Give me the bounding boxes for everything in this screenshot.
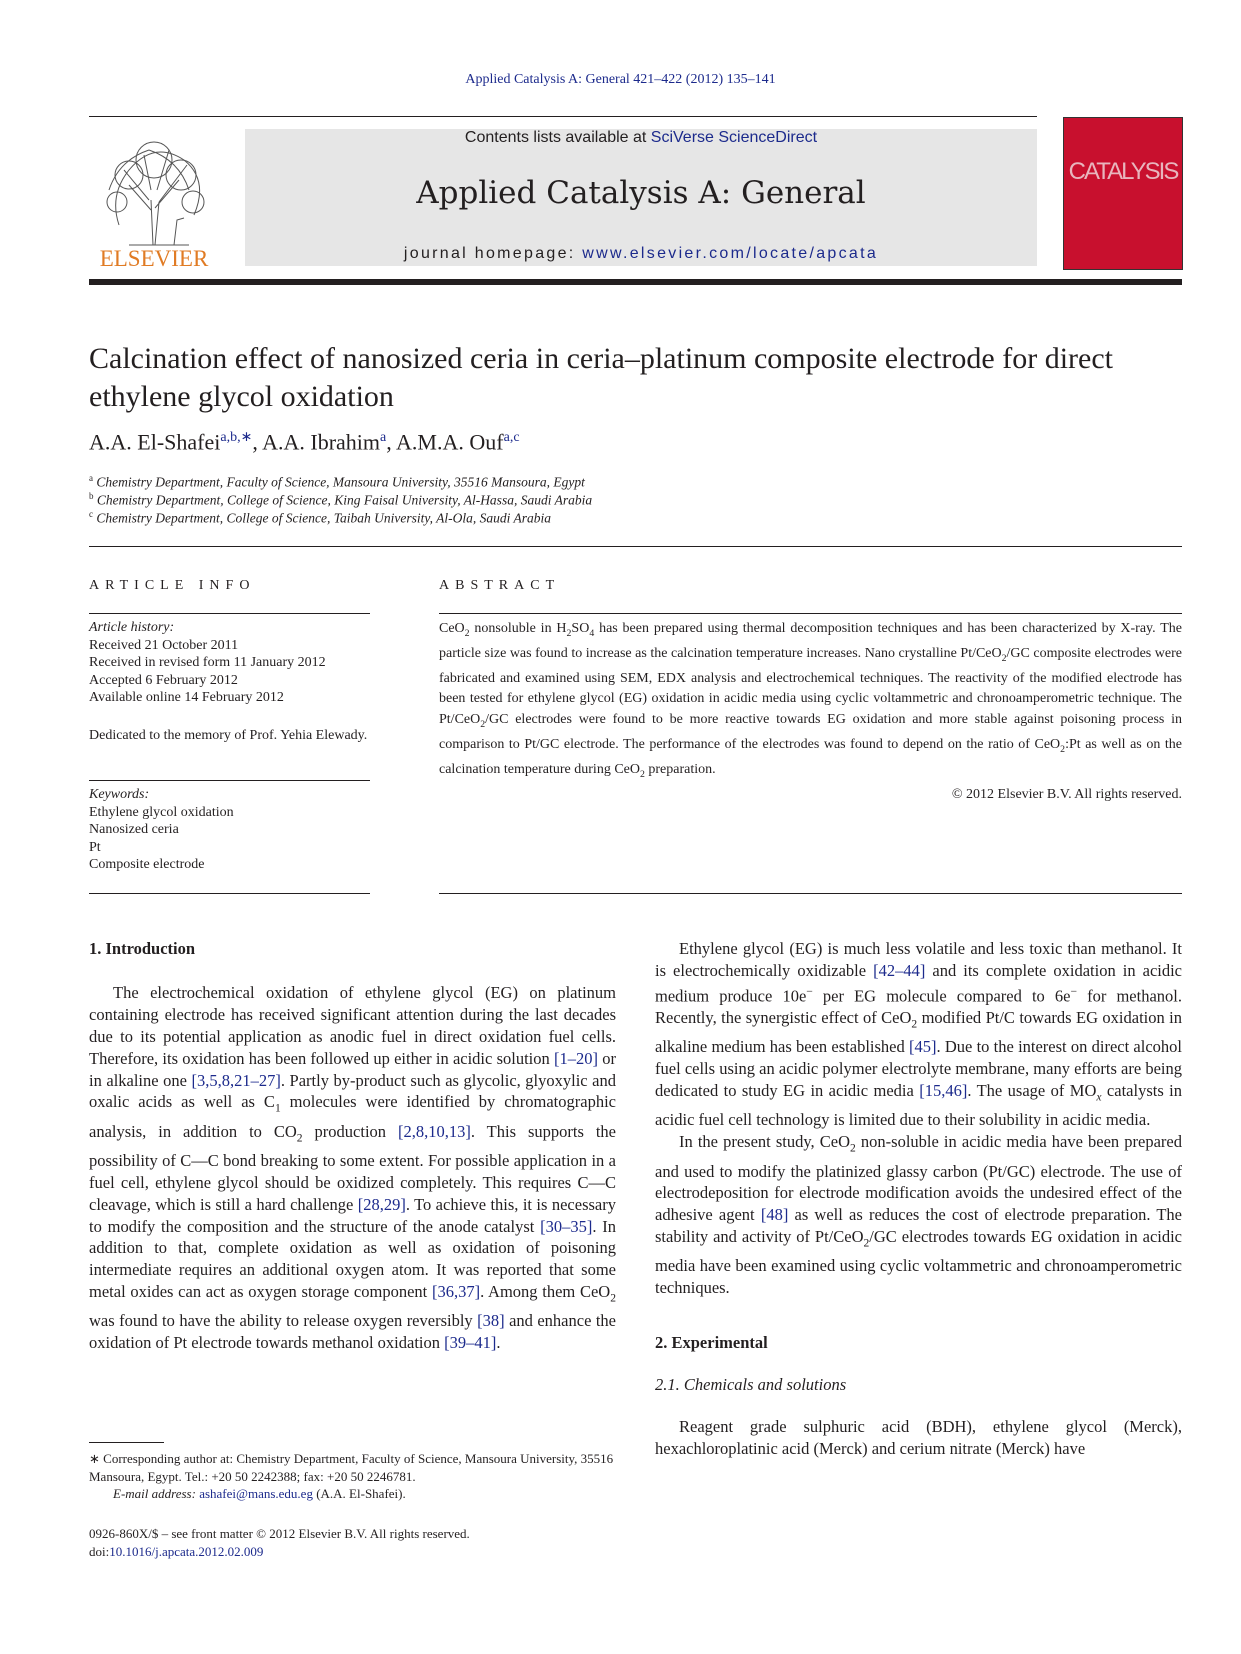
issn-line: 0926-860X/$ – see front matter © 2012 Elsevier B.V. All rights reserved.	[89, 1526, 470, 1541]
author-list: A.A. El-Shafei$^{a,b,∗}$, A.A. Ibrahim$^a$, A.M.A. Ouf$^{a,c}$	[89, 429, 520, 455]
citation-link[interactable]: [38]	[477, 1311, 505, 1331]
citation-link[interactable]: [39–41]	[444, 1333, 497, 1353]
abstract-rule	[439, 613, 1182, 614]
abstract-heading: ABSTRACT	[439, 578, 561, 593]
author-marks[interactable]: a,c	[503, 430, 520, 445]
email-link[interactable]: ashafei@mans.edu.eg	[199, 1486, 313, 1501]
contents-line	[245, 129, 1037, 147]
article-history	[89, 619, 369, 707]
author-marks[interactable]: a,b,∗	[220, 430, 253, 445]
citation-link[interactable]: [42–44]	[873, 960, 926, 980]
history-item: Received 21 October 2011	[89, 637, 239, 653]
citation-link[interactable]: [3,5,8,21–27]	[191, 1070, 281, 1090]
svg-text:ELSEVIER: ELSEVIER	[99, 246, 209, 270]
author-name: A.A. Ibrahim	[262, 429, 381, 455]
affiliation: $^c$ Chemistry Department, College of Science, Taibah University, Al-Ola, Saudi Arabia	[89, 509, 551, 526]
keyword: Pt	[89, 839, 101, 855]
abstract-rule	[439, 893, 1182, 894]
dedication: Dedicated to the memory of Prof. Yehia Elewady.	[89, 728, 368, 743]
section-title: 2. Experimental	[655, 1333, 768, 1353]
footnote-rule	[89, 1442, 164, 1443]
email-label: E-mail address:	[113, 1486, 200, 1501]
info-rule	[89, 780, 370, 781]
info-rule	[89, 893, 370, 894]
section-rule	[89, 546, 1182, 547]
intro-paragraph: In the present study, CeO$_2$ non-soluble in acidic media have been prepared and used to modify the platinized glassy carbon (Pt/GC) electrode. The use of electrodeposition for electrode modification avoids the undesired effect of the adhesive agent [48] as well as reduces the cost of electrode preparation. The stability and activity of Pt/CeO$_2$/GC electrodes towards EG oxidation in acidic media have been examined using cyclic voltammetric and chronoamperometric techniques.	[655, 1132, 1183, 1298]
front-matter	[89, 1525, 616, 1560]
article-title: Calcination effect of nanosized ceria in ceria–platinum composite electrode for direct ethylene glycol oxidation	[89, 342, 1113, 413]
author-name: A.M.A. Ouf	[396, 429, 504, 455]
journal-cover[interactable]	[1063, 117, 1183, 270]
footnote	[89, 1450, 616, 1503]
keyword: Nanosized ceria	[89, 822, 179, 838]
left-column	[89, 938, 616, 1354]
citation-link[interactable]: [45]	[908, 1037, 937, 1057]
keywords	[89, 786, 369, 874]
citation-link[interactable]: [1–20]	[554, 1048, 599, 1068]
info-rule	[89, 613, 370, 614]
elsevier-logo	[89, 130, 219, 270]
citation-link[interactable]: [28,29]	[357, 1194, 406, 1214]
keywords-label: Keywords:	[89, 787, 150, 802]
affiliation: $^a$ Chemistry Department, Faculty of Science, Mansoura University, 35516 Mansoura, Egypt	[89, 473, 585, 490]
abstract-body: CeO$_2$ nonsoluble in $H_2SO_4$ has been prepared using thermal decomposition techniques and has been characterized by X-ray. The particle size was found to increase as the calcination temperature increases. Nano crystalline Pt/CeO$_2$/GC composite electrodes were fabricated and examined using SEM, EDX analysis and electrochemical techniques. The reactivity of the modified electrode has been tested for ethylene glycol (EG) oxidation in acidic media using cyclic voltammetric and chronoamperometric technique. The Pt/CeO$_2$/GC electrodes were found to be more reactive towards EG oxidation and more stable against poisoning process in comparison to Pt/GC electrode. The performance of the electrodes was found to depend on the ratio of CeO$_2$:Pt as well as on the calcination temperature during CeO$_2$ preparation. © 2012 Elsevier B.V. All rights reserved.	[439, 619, 1182, 805]
history-item: Available online 14 February 2012	[89, 690, 284, 706]
subsection-title: 2.1. Chemicals and solutions	[655, 1375, 847, 1395]
citation-link[interactable]: [30–35]	[540, 1216, 593, 1236]
journal-reference[interactable]: Applied Catalysis A: General 421–422 (2012) 135–141	[465, 72, 776, 87]
homepage-prefix: journal homepage:	[403, 245, 583, 262]
contents-prefix: Contents lists available at	[464, 129, 651, 146]
homepage-link[interactable]: www.elsevier.com/locate/apcata	[582, 245, 879, 262]
experimental-paragraph: Reagent grade sulphuric acid (BDH), ethylene glycol (Merck), hexachloroplatinic acid (Merck) and cerium nitrate (Merck) have	[655, 1417, 1182, 1458]
elsevier-tree-icon	[89, 130, 219, 270]
cover-title: CATALYSIS	[1068, 158, 1178, 185]
intro-paragraph: The electrochemical oxidation of ethylene glycol (EG) on platinum containing electrode has received significant attention during the last decades due to its potential application as anodic fuel in direct oxidation fuel cells. Therefore, its oxidation has been followed up either in acidic solution [1–20] or in alkaline one [3,5,8,21–27]. Partly by-product such as glycolic, glyoxylic and oxalic acids as well as $C_1$ molecules were identified by chromatographic analysis, in addition to $CO_2$ production [2,8,10,13]. This supports the possibility of C—C bond breaking to some extent. For possible application in a fuel cell, ethylene glycol should be oxidized completely. This requires C—C cleavage, which is still a hard challenge [28,29]. To achieve this, it is necessary to modify the composition and the structure of the anode catalyst [30–35]. In addition to that, complete oxidation as well as oxidation of poisoning intermediate requires an additional oxygen atom. It was reported that some metal oxides can act as oxygen storage component [36,37]. Among them CeO$_2$ was found to have the ability to release oxygen reversibly [38] and enhance the oxidation of Pt electrode towards methanol oxidation [39–41].	[89, 982, 617, 1353]
keyword: Composite electrode	[89, 857, 205, 873]
abstract-copyright: © 2012 Elsevier B.V. All rights reserved.	[951, 787, 1182, 803]
intro-paragraph: Ethylene glycol (EG) is much less volatile and less toxic than methanol. It is electrochemically oxidizable [42–44] and its complete oxidation in acidic medium produce 10e− per EG molecule compared to 6e− for methanol. Recently, the synergistic effect of CeO$_2$ modified Pt/C towards EG oxidation in alkaline medium has been established [45]. Due to the interest on direct alcohol fuel cells using an acidic polymer electrolyte membrane, many efforts are being dedicated to study EG in acidic media [15,46]. The usage of $MO_x$ catalysts in acidic fuel cell technology is limited due to their solubility in acidic media.	[655, 939, 1183, 1130]
history-label: Article history:	[89, 620, 175, 635]
header-rule	[89, 116, 1037, 117]
citation-link[interactable]: [2,8,10,13]	[398, 1121, 471, 1141]
sciencedirect-link[interactable]: SciVerse ScienceDirect	[650, 129, 818, 146]
keyword: Ethylene glycol oxidation	[89, 804, 234, 820]
affiliation: $^b$ Chemistry Department, College of Science, King Faisal University, Al-Hassa, Saudi Arabia	[89, 491, 593, 508]
author-marks[interactable]: a	[380, 430, 387, 445]
homepage-line	[245, 245, 1037, 263]
email-suffix: (A.A. El-Shafei).	[312, 1486, 406, 1501]
doi-link[interactable]: 10.1016/j.apcata.2012.02.009	[109, 1543, 264, 1559]
right-column	[655, 938, 1182, 1460]
section-title: 1. Introduction	[89, 939, 196, 958]
history-item: Accepted 6 February 2012	[89, 672, 238, 688]
article-info-heading: ARTICLE INFO	[89, 578, 256, 593]
citation-link[interactable]: [36,37]	[431, 1282, 481, 1302]
history-item: Received in revised form 11 January 2012	[89, 655, 326, 671]
header-thick-rule	[89, 279, 1182, 285]
journal-title: Applied Catalysis A: General	[416, 175, 866, 211]
doi-label: doi:	[89, 1543, 110, 1559]
citation-link[interactable]: [48]	[760, 1205, 789, 1225]
author-name: A.A. El-Shafei	[89, 429, 221, 455]
corresponding-author-note: ∗ Corresponding author at: Chemistry Department, Faculty of Science, Mansoura University, 35516 Mansoura, Egypt. Tel.: +20 50 2242388; fax: +20 50 2246781.	[89, 1451, 614, 1484]
citation-link[interactable]: [15,46]	[919, 1081, 968, 1101]
